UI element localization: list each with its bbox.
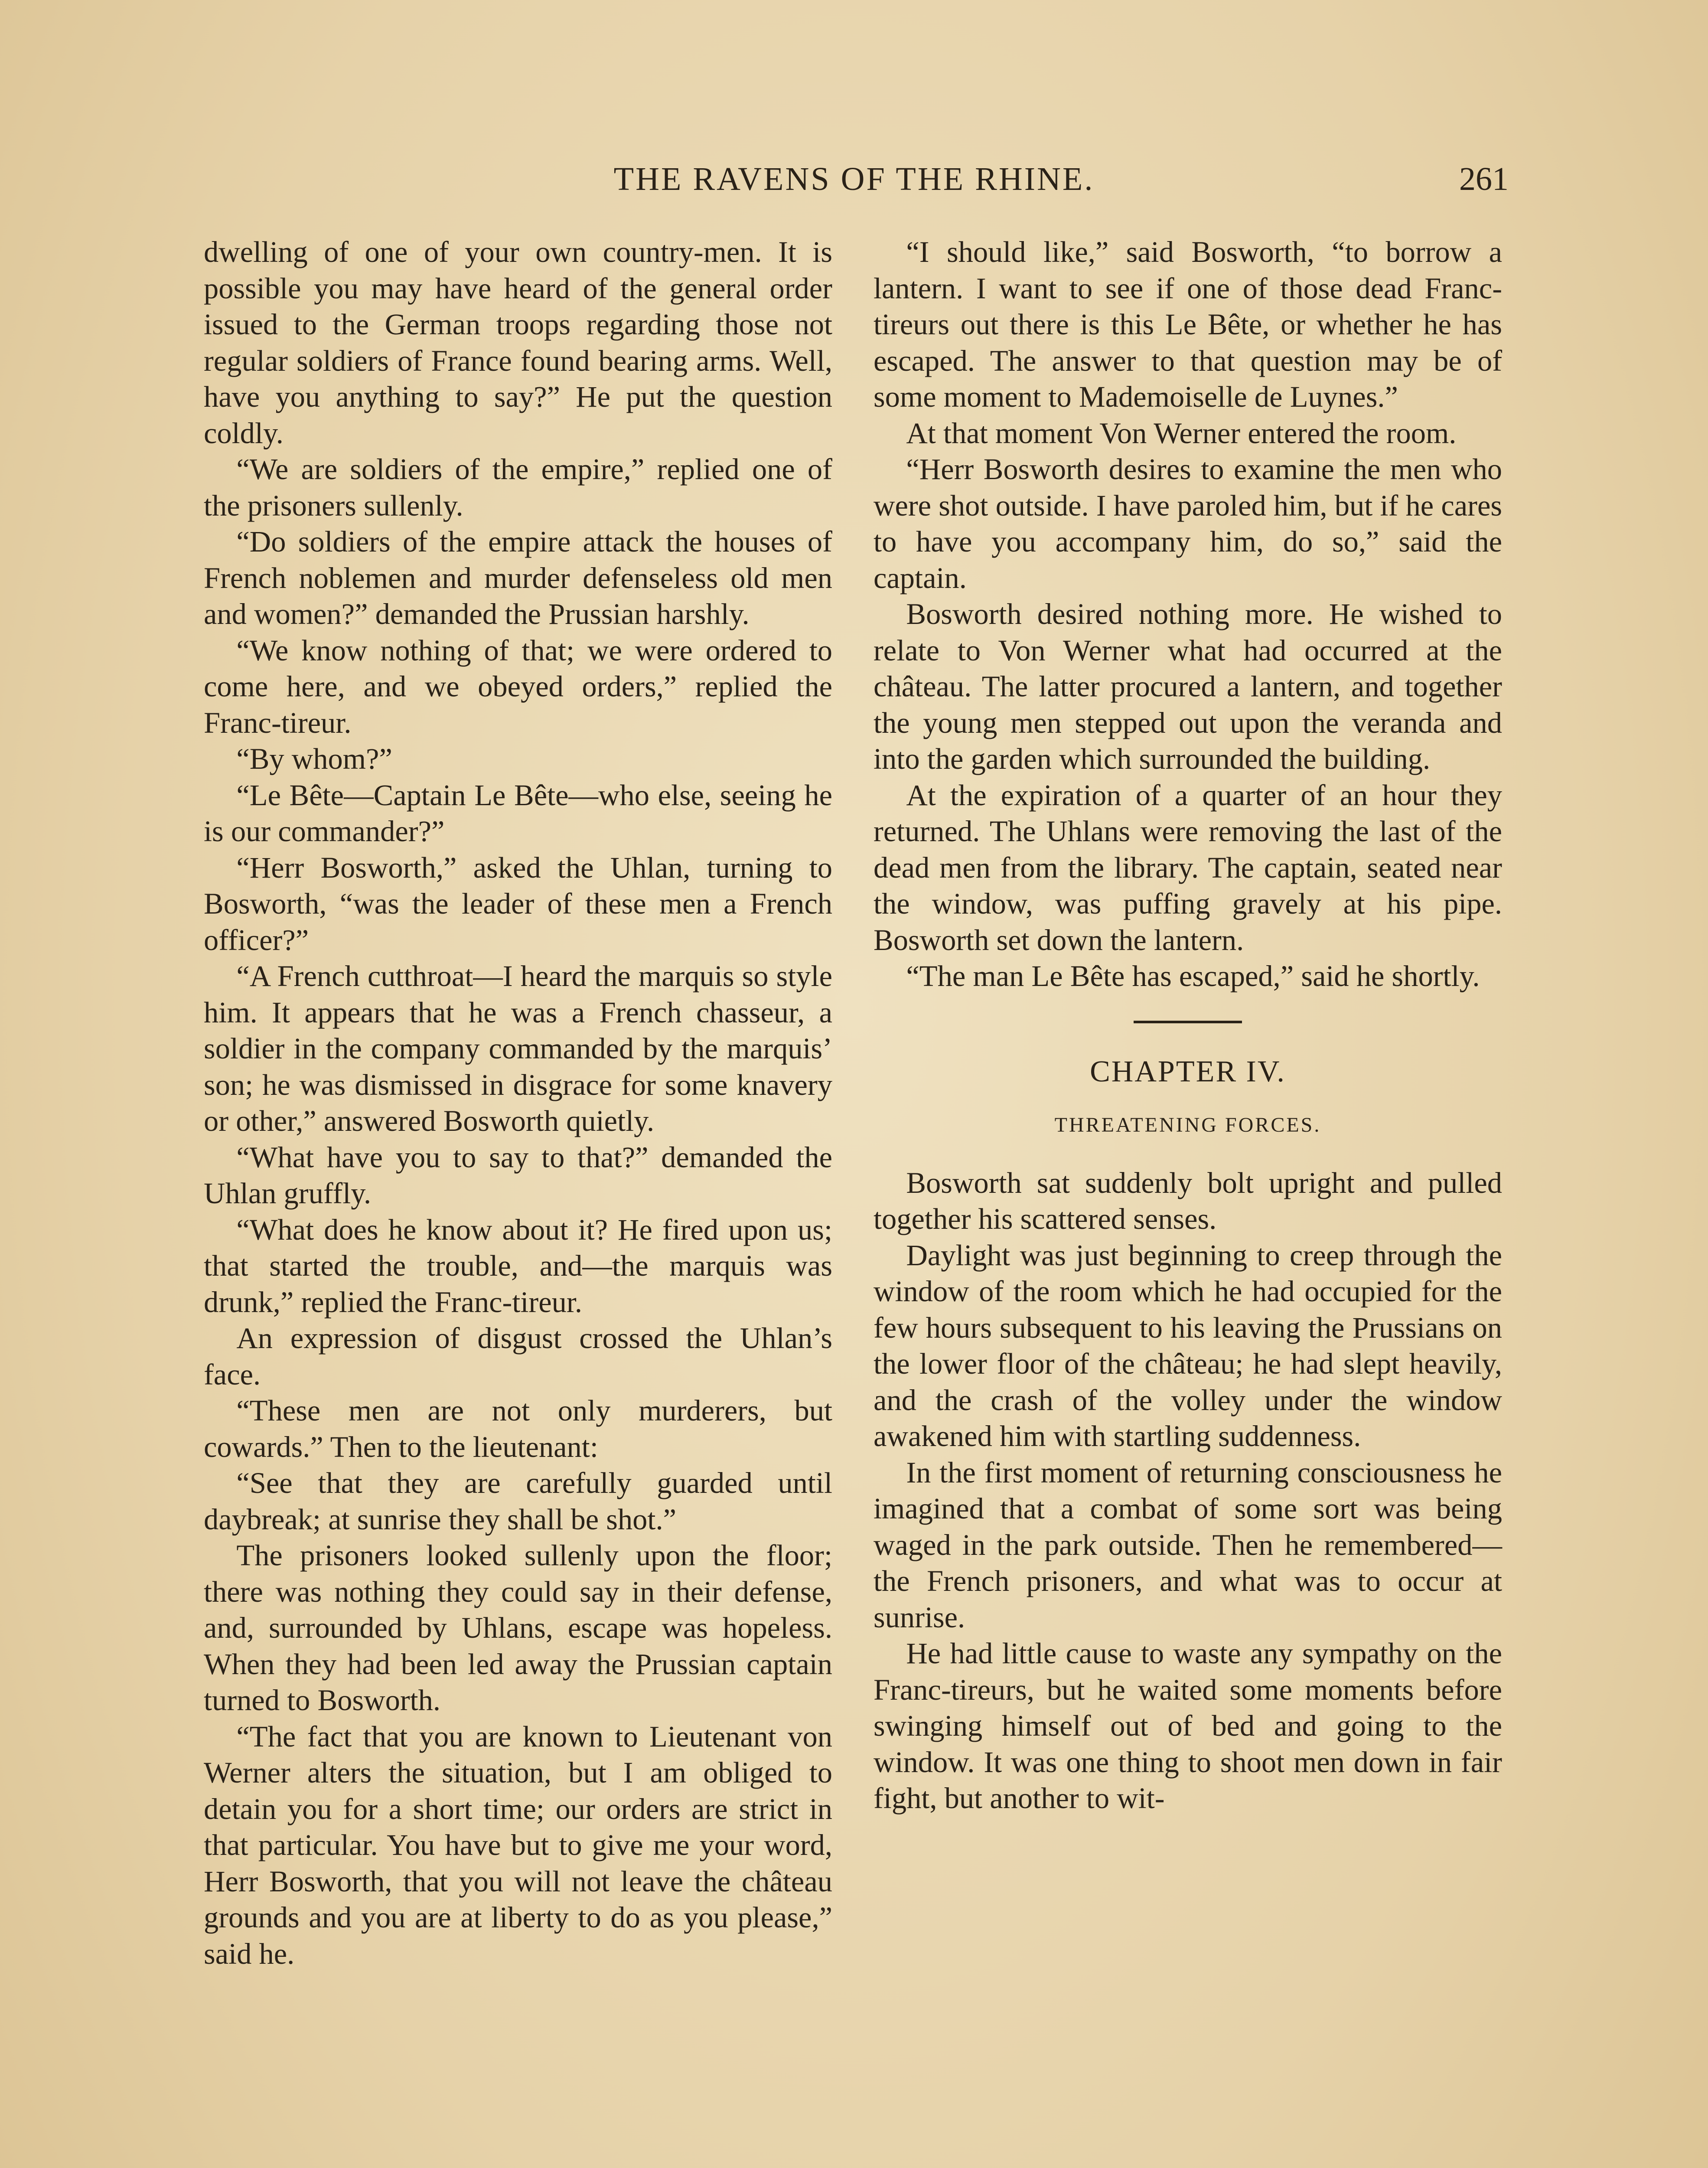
paragraph: At that moment Von Werner entered the room. [906, 416, 1457, 450]
paragraph: “What does he know about it? He fired upon us; that started the trouble, and—the marquis was drunk,” replied the Franc-tireur. [204, 1213, 832, 1319]
paragraph: Daylight was just beginning to creep through the window of the room which he had occupied for the few hours subsequent to his leaving the Prussians on the lower floor of the château; he had slept heavily, and the crash of the volley under the window awakened him with startling suddenness. [874, 1238, 1502, 1453]
paragraph: At the expiration of a quarter of an hour they returned. The Uhlans were removing the last of the dead men from the library. The captain, seated near the window, was puffing gravely at his pipe. Bosworth set down the lantern. [874, 778, 1502, 957]
paragraph: An expression of disgust crossed the Uhlan’s face. [204, 1322, 832, 1391]
paragraph: “We are soldiers of the empire,” replied one of the prisoners sullenly. [204, 453, 832, 522]
page-number: 261 [1459, 161, 1509, 197]
right-column [874, 234, 1502, 1817]
paragraph: “Le Bête—Captain Le Bête—who else, seeing he is our commander?” [204, 778, 832, 848]
paragraph: “The fact that you are known to Lieutenant von Werner alters the situation, but I am obliged to detain you for a short time; our orders are strict in that particular. You have but to give me your word, Herr Bosworth, that you will not leave the château grounds and you are at liberty to do as you please,” said he. [204, 1720, 832, 1970]
left-column [204, 234, 832, 1972]
page-header [199, 160, 1509, 212]
running-title: THE RAVENS OF THE RHINE. [613, 161, 1095, 197]
paragraph: Bosworth desired nothing more. He wished to relate to Von Werner what had occurred at the château. The latter procured a lantern, and together the young men stepped out upon the veranda and into the garden which surrounded the building. [874, 598, 1502, 775]
paragraph: dwelling of one of your own country-men. It is possible you may have heard of the general order issued to the German troops regarding those not regular soldiers of France found bearing arms. Well, have you anything to say?” He put the question coldly. [204, 235, 832, 450]
paragraph: “Do soldiers of the empire attack the houses of French noblemen and murder defenseless old men and women?” demanded the Prussian harshly. [204, 525, 832, 630]
paragraph: “The man Le Bête has escaped,” said he shortly. [906, 960, 1480, 993]
paragraph: In the first moment of returning consciousness he imagined that a combat of some sort was being waged in the park outside. Then he remembered—the French prisoners, and what was to occur at sunrise. [874, 1456, 1502, 1634]
paragraph: “A French cutthroat—I heard the marquis so style him. It appears that he was a French chasseur, a soldier in the company commanded by the marquis’ son; he was dismissed in disgrace for some knavery or other,” answered Bosworth quietly. [204, 960, 832, 1137]
paragraph: Bosworth sat suddenly bolt upright and pulled together his scattered senses. [874, 1166, 1502, 1235]
paragraph: The prisoners looked sullenly upon the floor; there was nothing they could say in their defense, and, surrounded by Uhlans, escape was hopeless. When they had been led away the Prussian captain turned to Bosworth. [204, 1539, 832, 1717]
section-divider [1134, 1021, 1242, 1023]
paragraph: He had little cause to waste any sympathy on the Franc-tireurs, but he waited some moments before swinging himself out of bed and going to the window. It was one thing to shoot men down in fair fight, but another to wit- [874, 1637, 1502, 1815]
paragraph: “Herr Bosworth desires to examine the men who were shot outside. I have paroled him, but if he cares to have you accompany him, do so,” said the captain. [874, 453, 1502, 594]
paragraph: “By whom?” [236, 742, 392, 775]
chapter-title: CHAPTER IV. [1090, 1055, 1286, 1088]
paragraph: “We know nothing of that; we were ordered to come here, and we obeyed orders,” replied the Franc-tireur. [204, 633, 832, 739]
paragraph: “I should like,” said Bosworth, “to borrow a lantern. I want to see if one of those dead Franc-tireurs out there is this Le Bête, or whether he has escaped. The answer to that question may be of some moment to Mademoiselle de Luynes.” [874, 235, 1502, 413]
chapter-subtitle: THREATENING FORCES. [1054, 1113, 1321, 1136]
paragraph: “These men are not only murderers, but cowards.” Then to the lieutenant: [204, 1394, 832, 1463]
paragraph: “See that they are carefully guarded until daybreak; at sunrise they shall be shot.” [204, 1466, 832, 1536]
paragraph: “What have you to say to that?” demanded the Uhlan gruffly. [204, 1140, 832, 1210]
paragraph: “Herr Bosworth,” asked the Uhlan, turning to Bosworth, “was the leader of these men a French officer?” [204, 851, 832, 957]
